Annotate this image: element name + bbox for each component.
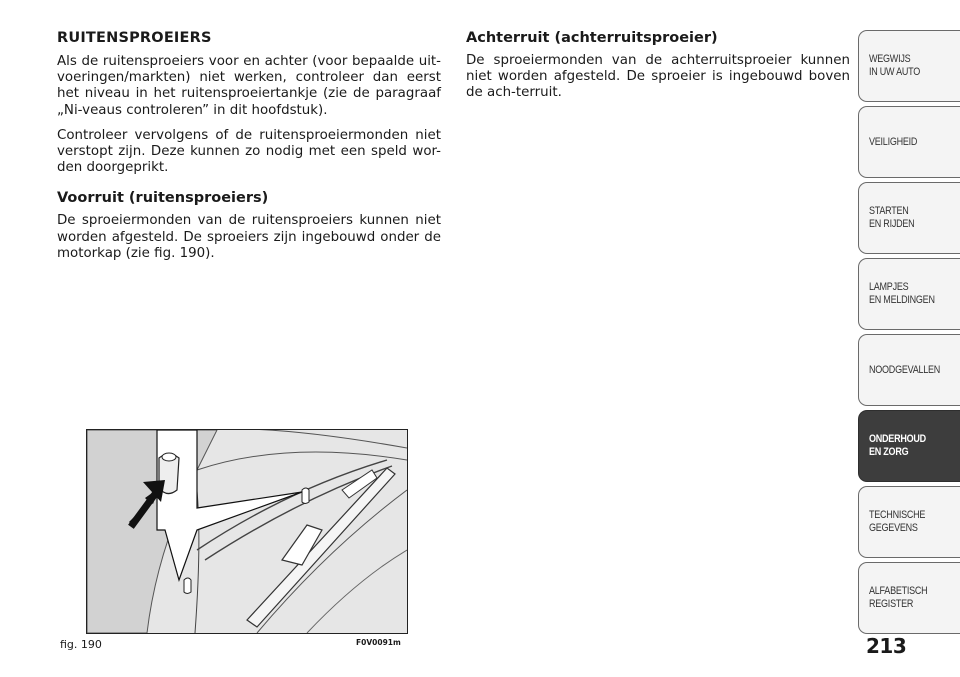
tab-alfabetisch-register[interactable] — [858, 562, 960, 634]
tab-onderhoud[interactable] — [858, 410, 960, 482]
washer-nozzle-drawing — [87, 430, 407, 633]
figure-caption: fig. 190 — [60, 638, 102, 651]
tab-label: WEGWIJS IN UW AUTO — [869, 53, 921, 78]
figure-windscreen-washer-illustration — [86, 429, 408, 634]
subheading-rear-window: Achterruit (achterruitsproeier) — [466, 30, 718, 46]
tab-label: VEILIGHEID — [869, 135, 918, 148]
tab-label: STARTEN EN RIJDEN — [869, 205, 915, 230]
chapter-tabs — [858, 30, 960, 638]
tab-veiligheid[interactable] — [858, 106, 960, 178]
tab-lampjes[interactable] — [858, 258, 960, 330]
tab-label: LAMPJES EN MELDINGEN — [869, 281, 935, 306]
paragraph-rear-nozzle: De sproeiermonden van de achterruitsproeier kunnen niet worden afgesteld. De sproeier is ingebouwd boven de ach-terruit. — [466, 53, 850, 101]
figure-code: F0V0091m — [356, 638, 401, 647]
tab-noodgevallen[interactable] — [858, 334, 960, 406]
page-number: 213 — [866, 634, 907, 658]
tab-label: ONDERHOUD EN ZORG — [869, 433, 926, 458]
tab-label: TECHNISCHE GEGEVENS — [869, 509, 926, 534]
paragraph-check-reservoir: Als de ruitensproeiers voor en achter (voor bepaalde uit-voeringen/markten) niet werken, controleer dan eerst het niveau in het ruitensproeiertankje (zie de paragraaf „Ni-veaus controleren” in dit hoofdstuk). — [57, 54, 441, 118]
tab-wegwijs[interactable] — [858, 30, 960, 102]
tab-technische-gegevens[interactable] — [858, 486, 960, 558]
tab-label: NOODGEVALLEN — [869, 363, 941, 376]
tab-starten[interactable] — [858, 182, 960, 254]
left-column — [57, 30, 441, 271]
section-heading: RUITENSPROEIERS — [57, 30, 212, 46]
right-column — [466, 30, 850, 111]
paragraph-windscreen-nozzles: De sproeiermonden van de ruitensproeiers kunnen niet worden afgesteld. De sproeiers zijn ingebouwd onder de motorkap (zie fig. 190). — [57, 213, 441, 261]
subheading-windscreen: Voorruit (ruitensproeiers) — [57, 190, 269, 207]
tab-label: ALFABETISCH REGISTER — [869, 585, 928, 610]
paragraph-check-nozzles: Controleer vervolgens of de ruitensproeiermonden niet verstopt zijn. Deze kunnen zo nodig met een speld wor-den doorgeprikt. — [57, 127, 441, 176]
